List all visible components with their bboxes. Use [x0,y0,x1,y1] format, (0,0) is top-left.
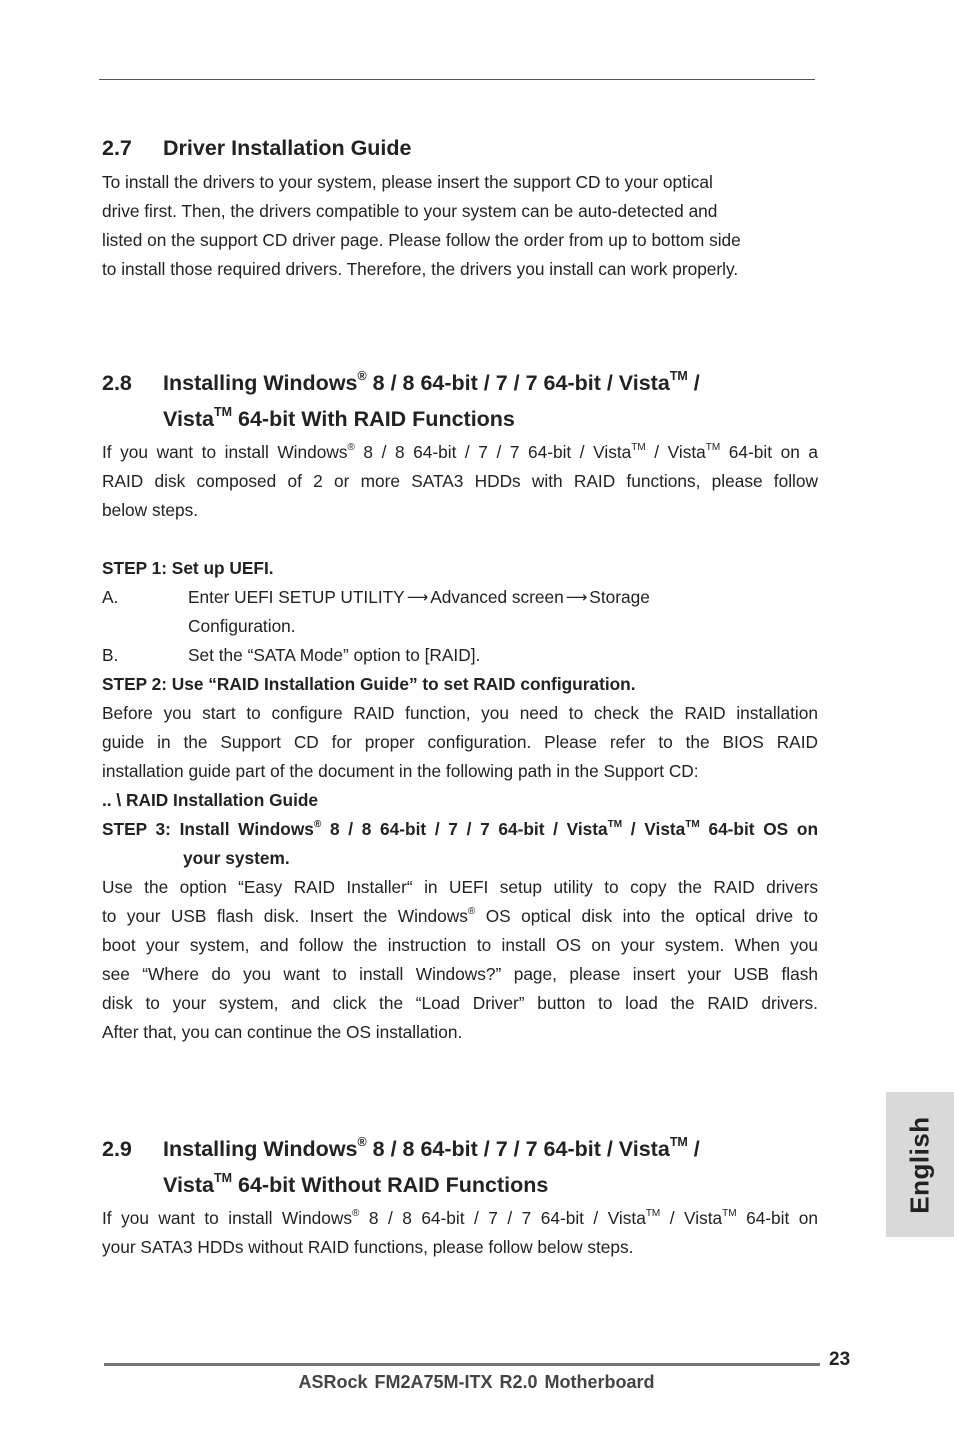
step-3-heading: STEP 3: Install Windows® 8 / 8 64-bit / 7 / 7 64-bit / Vista™ / Vista™ 64-bit OS on [102,818,818,839]
item-label: A. [102,587,119,607]
section-number: 2.8 [102,371,132,395]
body-line: to install those required drivers. Therefore, the drivers you install can work properly. [102,259,739,279]
section-2-9-heading [102,1131,818,1203]
header-rule [99,79,815,80]
heading-text: Vista [163,407,214,431]
step-2-heading: STEP 2: Use “RAID Installation Guide” to set RAID configuration. [102,674,636,694]
body-line: below steps. [102,500,199,520]
footer-text: ASRock FM2A75M-ITX R2.0 Motherboard [298,1372,655,1392]
section-number: 2.9 [102,1137,132,1161]
body-line: To install the drivers to your system, please insert the support CD to your optical [102,172,713,192]
body-line: guide in the Support CD for proper configuration. Please refer to the BIOS RAID [102,732,818,752]
body-line: to your USB flash disk. Insert the Windows® OS optical disk into the optical drive to [102,905,818,926]
steps [102,554,818,1047]
body-line: RAID disk composed of 2 or more SATA3 HDDs with RAID functions, please follow [102,471,818,491]
trademark-mark: TM [669,368,688,383]
heading-text: 8 / 8 64-bit / 7 / 7 64-bit / Vista [366,1137,670,1161]
heading-text: Installing Windows [163,371,358,395]
section-2-7-heading [102,130,818,166]
heading-text: 64-bit Without RAID Functions [232,1173,549,1197]
body-line: listed on the support CD driver page. Please follow the order from up to bottom side [102,230,741,250]
body-line: see “Where do you want to install Windows?” page, please insert your USB flash [102,964,818,984]
heading-text: Installing Windows [163,1137,358,1161]
step-1-item-a [102,583,818,641]
body-line: If you want to install Windows® 8 / 8 64-bit / 7 / 7 64-bit / Vista™ / Vista™ 64-bit on [102,1207,818,1228]
page-number: 23 [829,1349,851,1370]
heading-text: / [687,1137,700,1161]
language-tab [886,1092,954,1237]
step-3-heading-cont: your system. [183,848,290,868]
section-2-7-body [102,168,818,284]
raid-guide-path: .. \ RAID Installation Guide [102,790,319,810]
body-line: Before you start to configure RAID function, you need to check the RAID installation [102,703,818,723]
body-line: your SATA3 HDDs without RAID functions, please follow below steps. [102,1237,634,1257]
arrow-right-icon: ⟶ [406,589,429,606]
step-1-heading: STEP 1: Set up UEFI. [102,558,274,578]
step-1-item-b [102,641,818,670]
item-text: Configuration. [188,616,296,636]
section-2-8-heading [102,365,818,437]
item-text: Set the “SATA Mode” option to [RAID]. [188,645,481,665]
heading-text: 8 / 8 64-bit / 7 / 7 64-bit / Vista [366,371,670,395]
body-line: drive first. Then, the drivers compatible to your system can be auto-detected and [102,201,718,221]
registered-mark: ® [357,1134,367,1149]
heading-text: 64-bit With RAID Functions [232,407,515,431]
body-line: installation guide part of the document in the following path in the Support CD: [102,761,699,781]
heading-text: Vista [163,1173,214,1197]
language-tab-label: English [904,1115,935,1214]
section-title: Driver Installation Guide [163,136,412,160]
arrow-right-icon: ⟶ [565,589,588,606]
body-line: disk to your system, and click the “Load Driver” button to load the RAID drivers. [102,993,818,1013]
trademark-mark: TM [214,404,233,419]
section-2-8 [102,365,818,1047]
section-2-9 [102,1131,818,1262]
section-2-9-intro [102,1204,818,1262]
section-2-7 [102,130,818,284]
section-number: 2.7 [102,136,132,160]
section-2-8-intro [102,438,818,525]
body-line: If you want to install Windows® 8 / 8 64-bit / 7 / 7 64-bit / Vista™ / Vista™ 64-bit on a [102,441,818,462]
heading-text: / [687,371,700,395]
trademark-mark: TM [214,1170,233,1185]
body-line: Use the option “Easy RAID Installer“ in UEFI setup utility to copy the RAID drivers [102,877,818,897]
body-line: After that, you can continue the OS installation. [102,1022,463,1042]
item-text: Enter UEFI SETUP UTILITY ⟶ Advanced screen ⟶ Storage [102,583,818,612]
registered-mark: ® [357,368,367,383]
trademark-mark: TM [669,1134,688,1149]
body-line: boot your system, and follow the instruction to install OS on your system. When you [102,935,818,955]
footer-rule [104,1363,820,1366]
item-label: B. [102,645,119,665]
